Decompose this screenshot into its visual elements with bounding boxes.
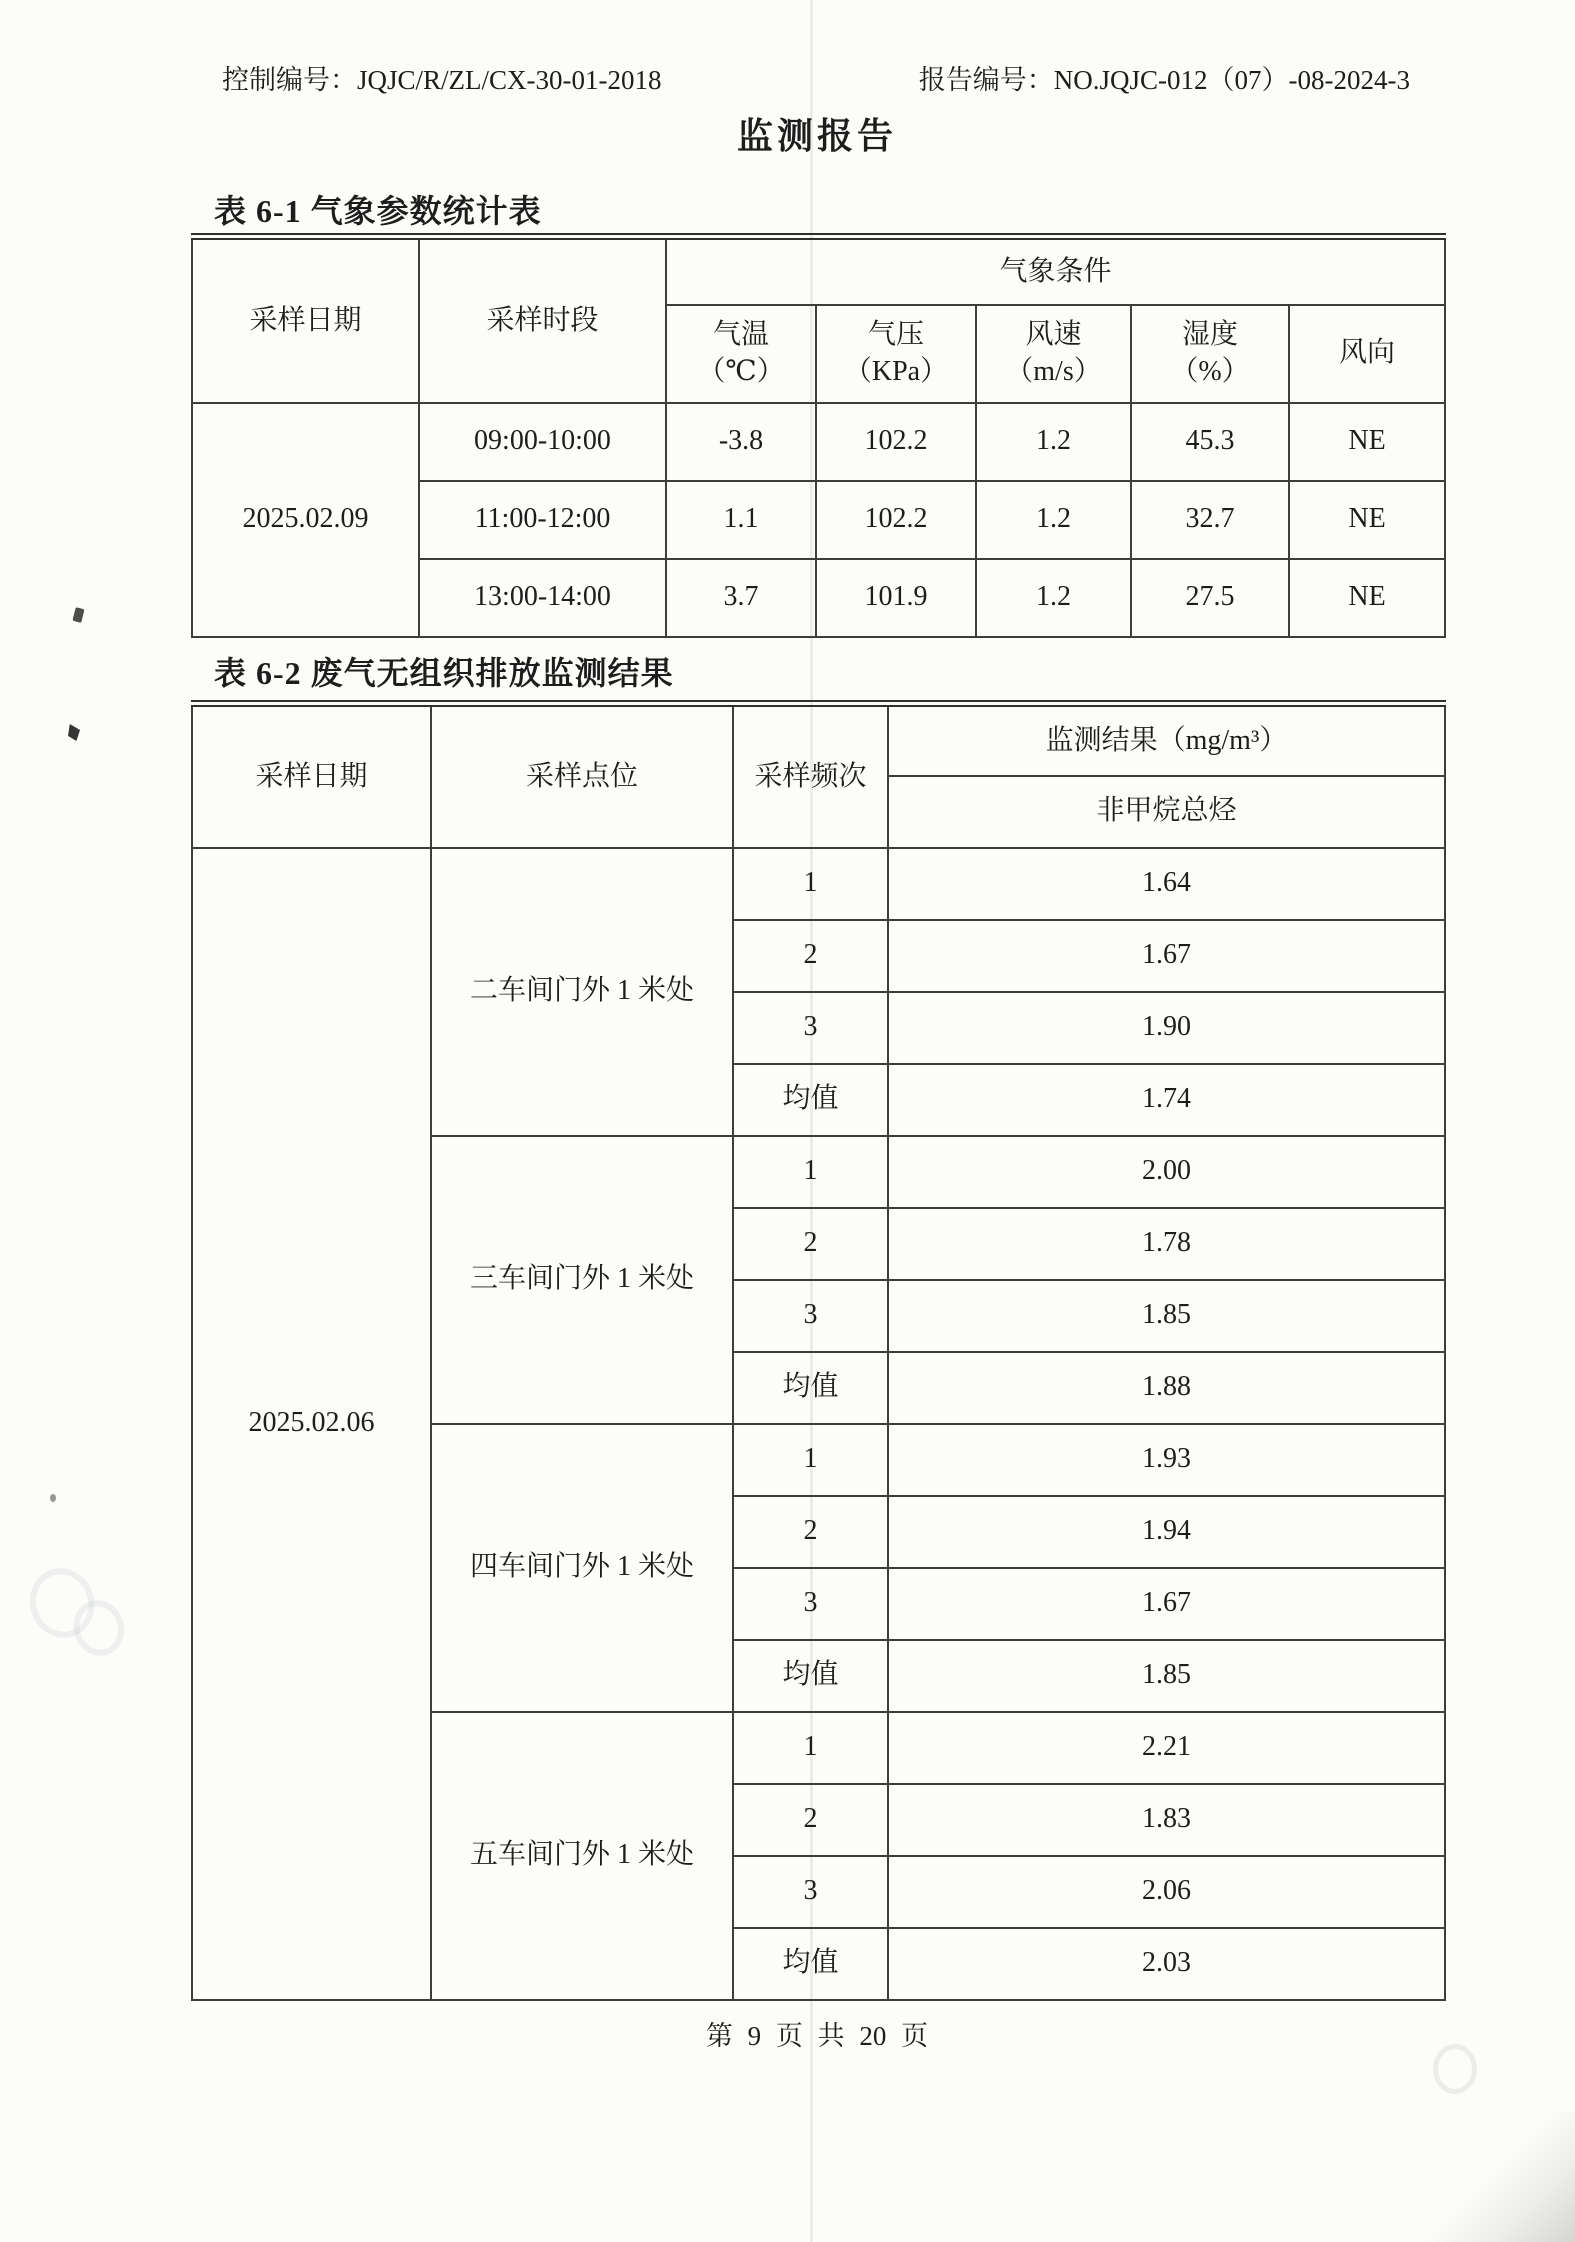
t1-temp-cell: 3.7: [666, 559, 816, 637]
page-corner-fold: [1425, 2112, 1575, 2242]
t2-freq-cell: 均值: [733, 1352, 888, 1424]
header-label-line: 湿度: [1181, 319, 1238, 351]
t2-value-cell: 2.00: [888, 1136, 1445, 1208]
t2-value-cell: 2.06: [888, 1856, 1445, 1928]
t2-value-cell: 1.85: [888, 1280, 1445, 1352]
t2-value-cell: 2.03: [888, 1928, 1445, 2000]
t1-wind-dir-cell: NE: [1289, 559, 1445, 637]
header-unit-line: （m/s）: [1005, 355, 1102, 387]
t1-period-cell: 13:00-14:00: [419, 559, 666, 637]
t1-date-cell: 2025.02.09: [192, 403, 419, 637]
t2-freq-cell: 均值: [733, 1064, 888, 1136]
t2-freq-cell: 1: [733, 1424, 888, 1496]
t2-value-cell: 1.64: [888, 848, 1445, 920]
t2-value-cell: 1.90: [888, 992, 1445, 1064]
t1-wind-speed-cell: 1.2: [976, 481, 1131, 559]
t2-value-cell: 1.83: [888, 1784, 1445, 1856]
scan-artifact: [72, 607, 84, 623]
t2-freq-cell: 均值: [733, 1928, 888, 2000]
t1-wind-dir-cell: NE: [1289, 481, 1445, 559]
page-number-footer: 第 9 页 共 20 页: [705, 2021, 929, 2051]
t2-value-cell: 1.88: [888, 1352, 1445, 1424]
scan-artifact: [68, 724, 80, 741]
t2-header-pollutant: 非甲烷总烃: [888, 776, 1445, 848]
weather-parameters-table: [191, 233, 1446, 638]
table-row: [192, 848, 1445, 920]
table1-title: 表 6-1 气象参数统计表: [214, 193, 542, 229]
t2-header-date: 采样日期: [192, 704, 431, 848]
t2-value-cell: 2.21: [888, 1712, 1445, 1784]
t2-freq-cell: 2: [733, 1784, 888, 1856]
header-label-line: 气温: [712, 319, 769, 351]
t2-freq-cell: 1: [733, 848, 888, 920]
scan-artifact: [50, 1494, 56, 1502]
t2-location-cell: 二车间门外 1 米处: [431, 848, 733, 1136]
header-label-line: 风速: [1025, 319, 1082, 351]
t1-temp-cell: -3.8: [666, 403, 816, 481]
t2-header-frequency: 采样频次: [733, 704, 888, 848]
control-number: 控制编号：JQJC/R/ZL/CX-30-01-2018: [222, 65, 662, 95]
t1-period-cell: 11:00-12:00: [419, 481, 666, 559]
t1-header-pressure: [816, 305, 976, 403]
header-unit-line: （%）: [1170, 355, 1250, 387]
table-row: [192, 704, 1445, 776]
t2-freq-cell: 均值: [733, 1640, 888, 1712]
t1-pressure-cell: 101.9: [816, 559, 976, 637]
t1-wind-dir-cell: NE: [1289, 403, 1445, 481]
t2-location-cell: 五车间门外 1 米处: [431, 1712, 733, 2000]
report-number: 报告编号：NO.JQJC-012（07）-08-2024-3: [918, 65, 1410, 95]
t2-freq-cell: 2: [733, 920, 888, 992]
t2-freq-cell: 1: [733, 1712, 888, 1784]
t1-header-wind-direction: [1289, 305, 1445, 403]
t1-header-temperature: [666, 305, 816, 403]
t1-period-cell: 09:00-10:00: [419, 403, 666, 481]
t1-humidity-cell: 45.3: [1131, 403, 1289, 481]
table2-title: 表 6-2 废气无组织排放监测结果: [214, 655, 674, 691]
fugitive-emission-results-table: [191, 700, 1446, 2001]
t1-temp-cell: 1.1: [666, 481, 816, 559]
header-unit-line: （℃）: [697, 355, 785, 387]
t2-freq-cell: 1: [733, 1136, 888, 1208]
t2-value-cell: 1.78: [888, 1208, 1445, 1280]
t2-header-location: 采样点位: [431, 704, 733, 848]
t1-header-wind-speed: [976, 305, 1131, 403]
table-row: [192, 237, 1445, 305]
t2-value-cell: 1.74: [888, 1064, 1445, 1136]
t2-freq-cell: 3: [733, 992, 888, 1064]
t2-location-cell: 三车间门外 1 米处: [431, 1136, 733, 1424]
t2-freq-cell: 2: [733, 1496, 888, 1568]
t2-freq-cell: 2: [733, 1208, 888, 1280]
document-header: [222, 58, 1410, 97]
t1-wind-speed-cell: 1.2: [976, 403, 1131, 481]
t2-date-cell: 2025.02.06: [192, 848, 431, 2000]
t1-humidity-cell: 27.5: [1131, 559, 1289, 637]
t2-location-cell: 四车间门外 1 米处: [431, 1424, 733, 1712]
t1-humidity-cell: 32.7: [1131, 481, 1289, 559]
t2-header-result-group: 监测结果（mg/m³）: [888, 704, 1445, 776]
t2-value-cell: 1.85: [888, 1640, 1445, 1712]
ghost-stamp-artifact: [12, 1538, 154, 1686]
t1-header-date: 采样日期: [192, 237, 419, 403]
scan-artifact: [1433, 2044, 1477, 2094]
t1-header-humidity: [1131, 305, 1289, 403]
t1-header-period: 采样时段: [419, 237, 666, 403]
header-unit-line: （KPa）: [843, 355, 949, 387]
t1-header-weather-group: 气象条件: [666, 237, 1445, 305]
t2-value-cell: 1.67: [888, 1568, 1445, 1640]
t2-freq-cell: 3: [733, 1568, 888, 1640]
t1-wind-speed-cell: 1.2: [976, 559, 1131, 637]
t2-freq-cell: 3: [733, 1280, 888, 1352]
table-row: [192, 403, 1445, 481]
t2-freq-cell: 3: [733, 1856, 888, 1928]
t1-pressure-cell: 102.2: [816, 481, 976, 559]
header-label-line: 气压: [867, 319, 924, 351]
t2-value-cell: 1.93: [888, 1424, 1445, 1496]
t1-pressure-cell: 102.2: [816, 403, 976, 481]
t2-value-cell: 1.67: [888, 920, 1445, 992]
header-label-line: 风向: [1339, 337, 1396, 369]
document-title: 监测报告: [736, 116, 897, 156]
t2-value-cell: 1.94: [888, 1496, 1445, 1568]
